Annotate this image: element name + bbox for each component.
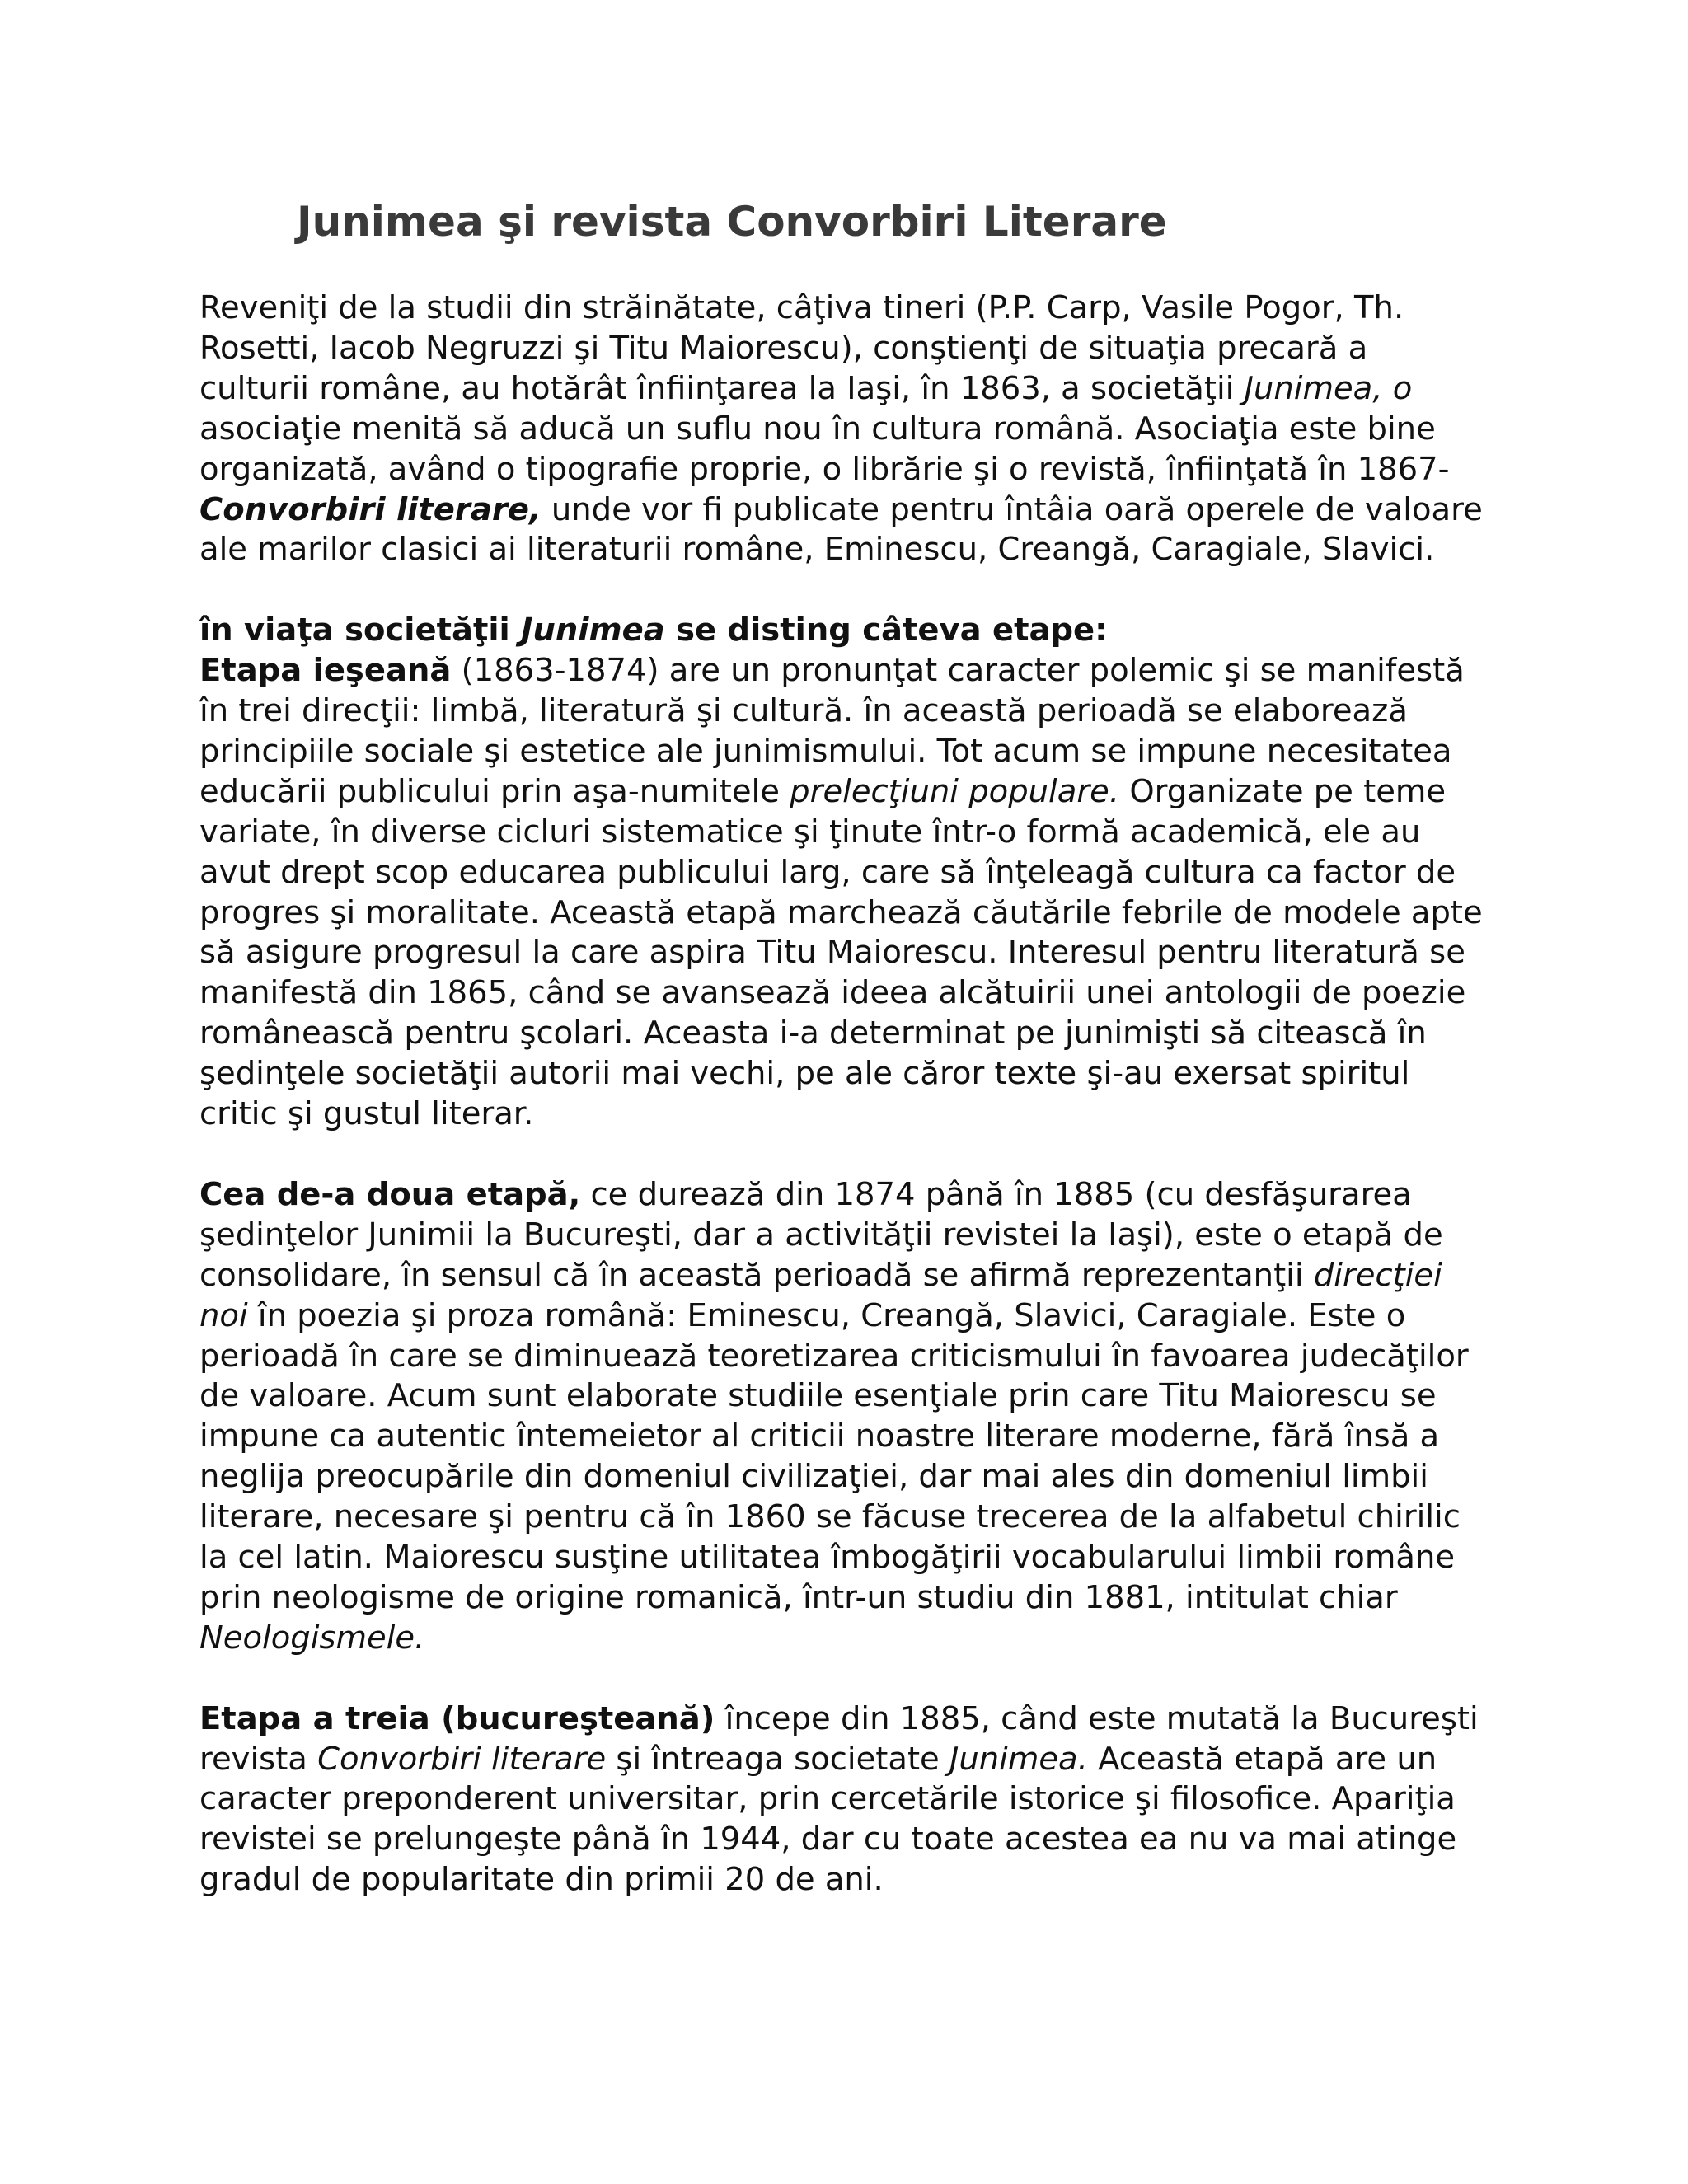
paragraph-stage-3 <box>199 1699 1485 1901</box>
bold-italic-term: Junimea <box>521 612 665 649</box>
section-heading: Etapa a treia (bucureşteană) <box>199 1699 715 1737</box>
bold-italic-term: Convorbiri literare, <box>199 490 542 528</box>
italic-term: direcţiei noi <box>199 1256 1442 1334</box>
document-body <box>199 288 1485 1900</box>
text: şi întreaga societate <box>606 1740 950 1778</box>
text: asociaţie menită să aducă un suflu nou în cultura română. Asociaţia este bine organizată, având o tipografie proprie, o librărie şi o revistă, înfiinţată în 1867- <box>199 410 1450 488</box>
section-heading: Cea de-a doua etapă, <box>199 1175 581 1213</box>
paragraph-intro <box>199 288 1485 570</box>
italic-term: Junimea. <box>949 1740 1088 1778</box>
bold-text: se disting câteva etape: <box>664 612 1108 649</box>
text: Organizate pe teme variate, în diverse cicluri sistematice şi ţinute într-o formă academică, ele au avut drept scop educarea publicului larg, care să înţeleagă cultura ca factor de progres şi moralitate. Această etapă marchează căutările febrile de modele apte să asigure progresul la care aspira Titu Maiorescu. Interesul pentru literatură se manifestă din 1865, când se avansează ideea alcătuirii unei antologii de poezie românească pentru şcolari. Aceasta i-a determinat pe junimişti să citească în şedinţele societăţii autorii mai vechi, pe ale căror texte şi-au exersat spiritul critic şi gustul literar. <box>199 772 1483 1133</box>
paragraph-gap <box>199 1659 1485 1699</box>
text: Această etapă are un caracter preponderent universitar, prin cercetările istorice şi filosofice. Apariţia revistei se prelungeşte până în 1944, dar cu toate acestea ea nu va mai atinge gradul de popularitate din primii 20 de ani. <box>199 1740 1457 1899</box>
italic-term: Convorbiri literare <box>317 1740 607 1778</box>
paragraph-stages-intro <box>199 611 1485 651</box>
section-heading: Etapa ieşeană <box>199 652 452 690</box>
text: în poezia şi proza română: Eminescu, Creangă, Slavici, Caragiale. Este o perioadă în care se diminuează teoretizarea criticismului în favoarea judecăţilor de valoare. Acum sunt elaborate studiile esenţiale prin care Titu Maiorescu se impune ca autentic întemeietor al criticii noastre literare moderne, fără însă a neglija preocupările din domeniul civilizaţiei, dar mai ales din domeniul limbii literare, necesare şi pentru că în 1860 se făcuse trecerea de la alfabetul chirilic la cel latin. Maiorescu susţine utilitatea îmbogăţirii vocabularului limbii române prin neologisme de origine romanică, într-un studiu din 1881, intitulat chiar <box>199 1296 1469 1616</box>
paragraph-gap <box>199 570 1485 611</box>
text: (1863-1874) are un pronunţat caracter polemic şi se manifestă în trei direcţii: limbă, literatură şi cultură. în această perioadă se elaborează principiile sociale şi estetice ale junimismului. Tot acum se impune necesitatea educării publicului prin aşa-numitele <box>199 652 1465 810</box>
bold-text: în viaţa societăţii <box>199 612 522 649</box>
text: începe din 1885, când este mutată la Bucureşti revista <box>199 1699 1479 1778</box>
italic-term: prelecţiuni populare. <box>790 772 1120 810</box>
text: ce durează din 1874 până în 1885 (cu desfăşurarea şedinţelor Junimii la Bucureşti, dar a activităţii revistei la Iaşi), este o etapă de consolidare, în sensul că în această perioadă se afirmă reprezentanţii <box>199 1175 1443 1294</box>
italic-term: Junimea, o <box>1244 369 1413 407</box>
text: Reveniţi de la studii din străinătate, câţiva tineri (P.P. Carp, Vasile Pogor, Th. Rosetti, Iacob Negruzzi şi Titu Maiorescu), conştienţi de situaţia precară a culturii române, au hotărât înfiinţarea la Iaşi, în 1863, a societăţii <box>199 289 1404 407</box>
paragraph-stage-1 <box>199 651 1485 1135</box>
page-title: Junimea şi revista Convorbiri Literare <box>297 198 1167 246</box>
paragraph-stage-2 <box>199 1175 1485 1659</box>
paragraph-gap <box>199 1135 1485 1175</box>
italic-term: Neologismele. <box>199 1619 425 1657</box>
text: unde vor fi publicate pentru întâia oară operele de valoare ale marilor clasici ai literaturii române, Eminescu, Creangă, Caragiale, Slavici. <box>199 490 1483 569</box>
